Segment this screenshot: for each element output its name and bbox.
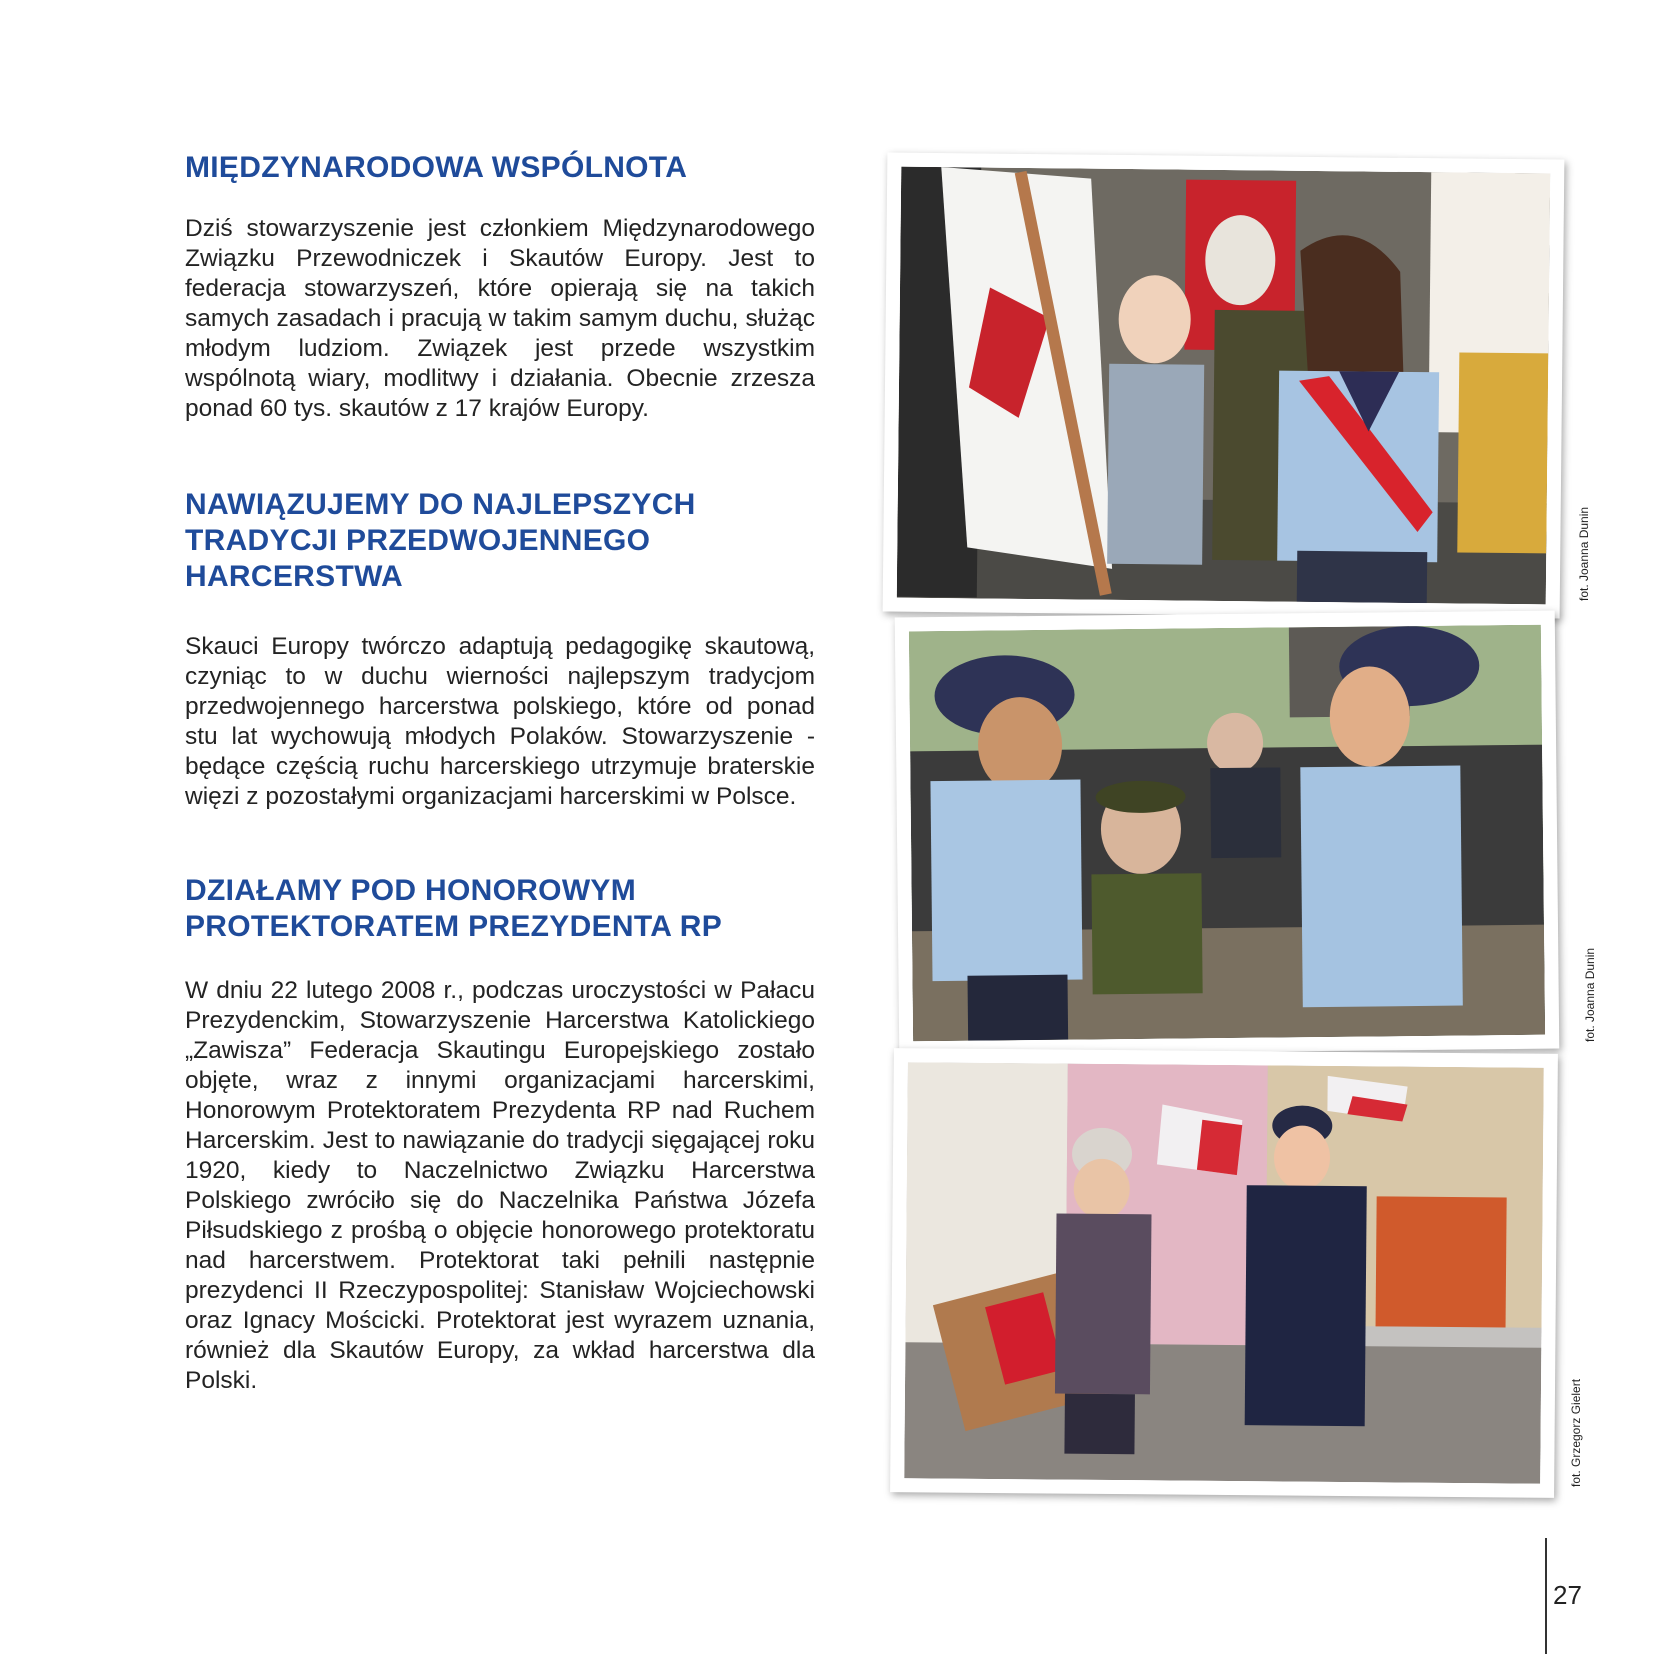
photo-credit-3: fot. Grzegorz Gielert (1569, 1378, 1583, 1487)
section-body-traditions: Skauci Europy twórczo adaptują pedagogikę skautową, czyniąc to w duchu wierności najlepszym tradycjom przedwojennego harcerstwa polskiego, które od ponad stu lat wychowują młodych Polaków. Stowarzyszenie - będące częścią ruchu harcerskiego utrzymuje braterskie więzi z pozostałymi organizacjami harcerskimi w Polsce. (185, 633, 815, 810)
photo-children-flags (904, 1062, 1544, 1484)
page-number: 27 (1553, 1580, 1582, 1610)
photo-veteran (909, 625, 1545, 1042)
section-heading-presidential-patronage: DZIAŁAMY POD HONOROWYM PROTEKTORATEM PREZYDENTA RP (185, 874, 723, 943)
section-heading-international-community: MIĘDZYNARODOWA WSPÓLNOTA (185, 151, 688, 184)
photo-credit-2: fot. Joanna Dunin (1583, 947, 1597, 1042)
photo-frame-children-flags (890, 1048, 1558, 1498)
photo-frame-flag-bearers (883, 152, 1565, 618)
photo-frame-veteran (895, 611, 1560, 1056)
photo-credit-1: fot. Joanna Dunin (1577, 506, 1591, 601)
section-body-international-community: Dziś stowarzyszenie jest członkiem Międzynarodowego Związku Przewodniczek i Skautów Europy. Jest to federacja stowarzyszeń, które opierają się na takich samych zasadach i pracują w takim samym duchu, służąc młodym ludziom. Związek jest przede wszystkim wspólnotą wiary, modlitwy i działania. Obecnie zrzesza ponad 60 tys. skautów z 17 krajów Europy. (185, 215, 815, 422)
photo-flag-bearers (897, 167, 1550, 605)
section-body-presidential-patronage: W dniu 22 lutego 2008 r., podczas uroczystości w Pałacu Prezydenckim, Stowarzyszenie Harcerstwa Katolickiego „Zawisza” Federacja Skautingu Europejskiego zostało objęte, wraz z innymi organizacjami harcerskimi, Honorowym Protektoratem Prezydenta RP nad Ruchem Harcerskim. Jest to nawiązanie do tradycji sięgającej roku 1920, kiedy to Naczelnictwo Związku Harcerstwa Polskiego zwróciło się do Naczelnika Państwa Józefa Piłsudskiego z prośbą o objęcie honorowego protektoratu nad harcerstwem. Protektorat taki pełnili następnie prezydenci II Rzeczypospolitej: Stanisław Wojciechowski oraz Ignacy Mościcki. Protektorat jest wyrazem uznania, również dla Skautów Europy, za wkład harcerstwa dla Polski. (185, 977, 815, 1394)
section-heading-traditions: NAWIĄZUJEMY DO NAJLEPSZYCH TRADYCJI PRZEDWOJENNEGO HARCERSTWA (185, 488, 696, 593)
page-number-divider (1545, 1538, 1547, 1654)
